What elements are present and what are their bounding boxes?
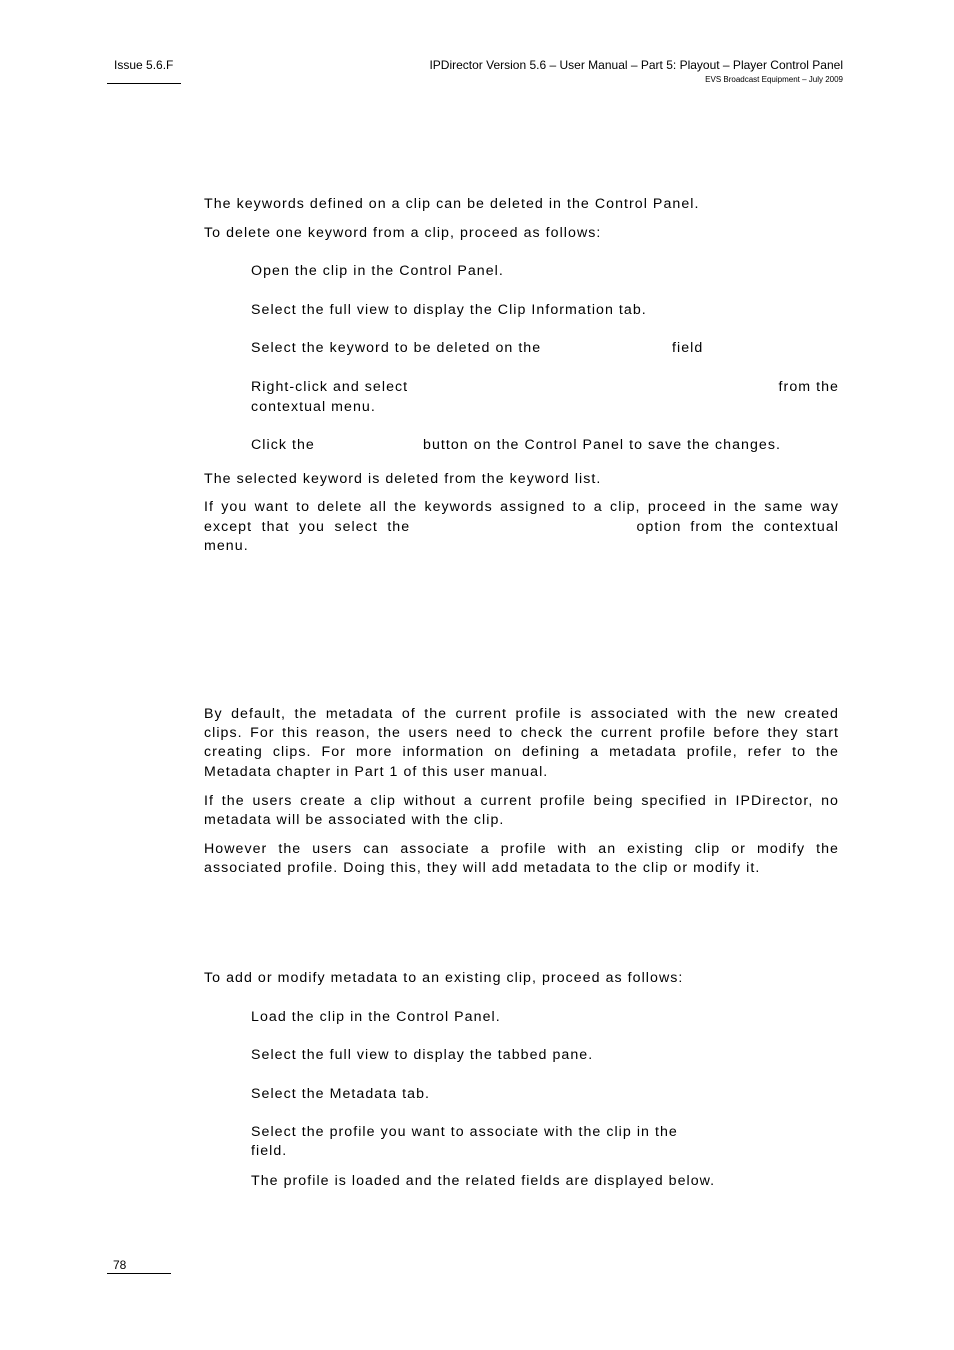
header-subtitle: EVS Broadcast Equipment – July 2009 [705, 75, 843, 84]
section3-step-4-line-2: field. [251, 1143, 288, 1159]
section1-step-3-text-b: field [672, 340, 704, 356]
section1-step-3-text-a: Select the keyword to be deleted on the [251, 340, 542, 356]
section1-all-line-2-a: except that you select the [204, 519, 411, 535]
section3-step-1: Load the clip in the Control Panel. [251, 1009, 501, 1025]
section3-lead: To add or modify metadata to an existing clip, proceed as follows: [204, 970, 684, 986]
section1-step-4-text-c: contextual menu. [251, 398, 376, 415]
section1-result: The selected keyword is deleted from the keyword list. [204, 471, 602, 487]
section1-step-5-text-a: Click the [251, 437, 315, 453]
section1-step-5 [251, 436, 839, 456]
section1-step-4-text-b: from the [778, 379, 839, 395]
section1-step-2: Select the full view to display the Clip Information tab. [251, 302, 647, 318]
section3-step-3: Select the Metadata tab. [251, 1086, 430, 1102]
footer-divider [107, 1273, 171, 1274]
section2-p2-line-1: If the users create a clip without a current profile being specified in IPDirector, no [204, 793, 839, 809]
section1-lead: To delete one keyword from a clip, proceed as follows: [204, 225, 602, 241]
section2-p2-line-2: metadata will be associated with the clip. [204, 812, 505, 828]
section3-step-4-note: The profile is loaded and the related fields are displayed below. [251, 1173, 716, 1189]
section1-step-4 [251, 378, 839, 418]
section1-all-line-3: menu. [204, 538, 249, 554]
section2-p1-line-2: clips. For this reason, the users need to check the current profile before they start [204, 725, 839, 741]
section2-p1-line-3: creating clips. For more information on defining a metadata profile, refer to the [204, 744, 839, 760]
section1-step-4-text-a: Right-click and select [251, 379, 409, 395]
section2-p1-line-1: By default, the metadata of the current profile is associated with the new created [204, 706, 839, 722]
section3-step-4-line-1: Select the profile you want to associate with the clip in the [251, 1124, 678, 1140]
section3-step-2: Select the full view to display the tabbed pane. [251, 1047, 594, 1063]
page-number: 78 [113, 1258, 127, 1272]
header-issue: Issue 5.6.F [114, 58, 174, 72]
section2-p1-line-4: Metadata chapter in Part 1 of this user manual. [204, 764, 549, 780]
section1-step-5-text-b: button on the Control Panel to save the changes. [423, 437, 782, 453]
header-divider [107, 83, 181, 84]
section1-step-1: Open the clip in the Control Panel. [251, 263, 504, 279]
section1-all-line-2-b: option from the contextual [636, 519, 839, 535]
section2-p3-line-2: associated profile. Doing this, they will add metadata to the clip or modify it. [204, 860, 761, 876]
section2-p3-line-1: However the users can associate a profile with an existing clip or modify the [204, 841, 839, 857]
header-title: IPDirector Version 5.6 – User Manual – Part 5: Playout – Player Control Panel [429, 58, 843, 72]
section1-all-line-1: If you want to delete all the keywords assigned to a clip, proceed in the same way [204, 499, 839, 515]
section1-step-3 [251, 339, 839, 359]
section1-intro: The keywords defined on a clip can be deleted in the Control Panel. [204, 196, 700, 212]
section1-all-line-2 [204, 518, 839, 538]
